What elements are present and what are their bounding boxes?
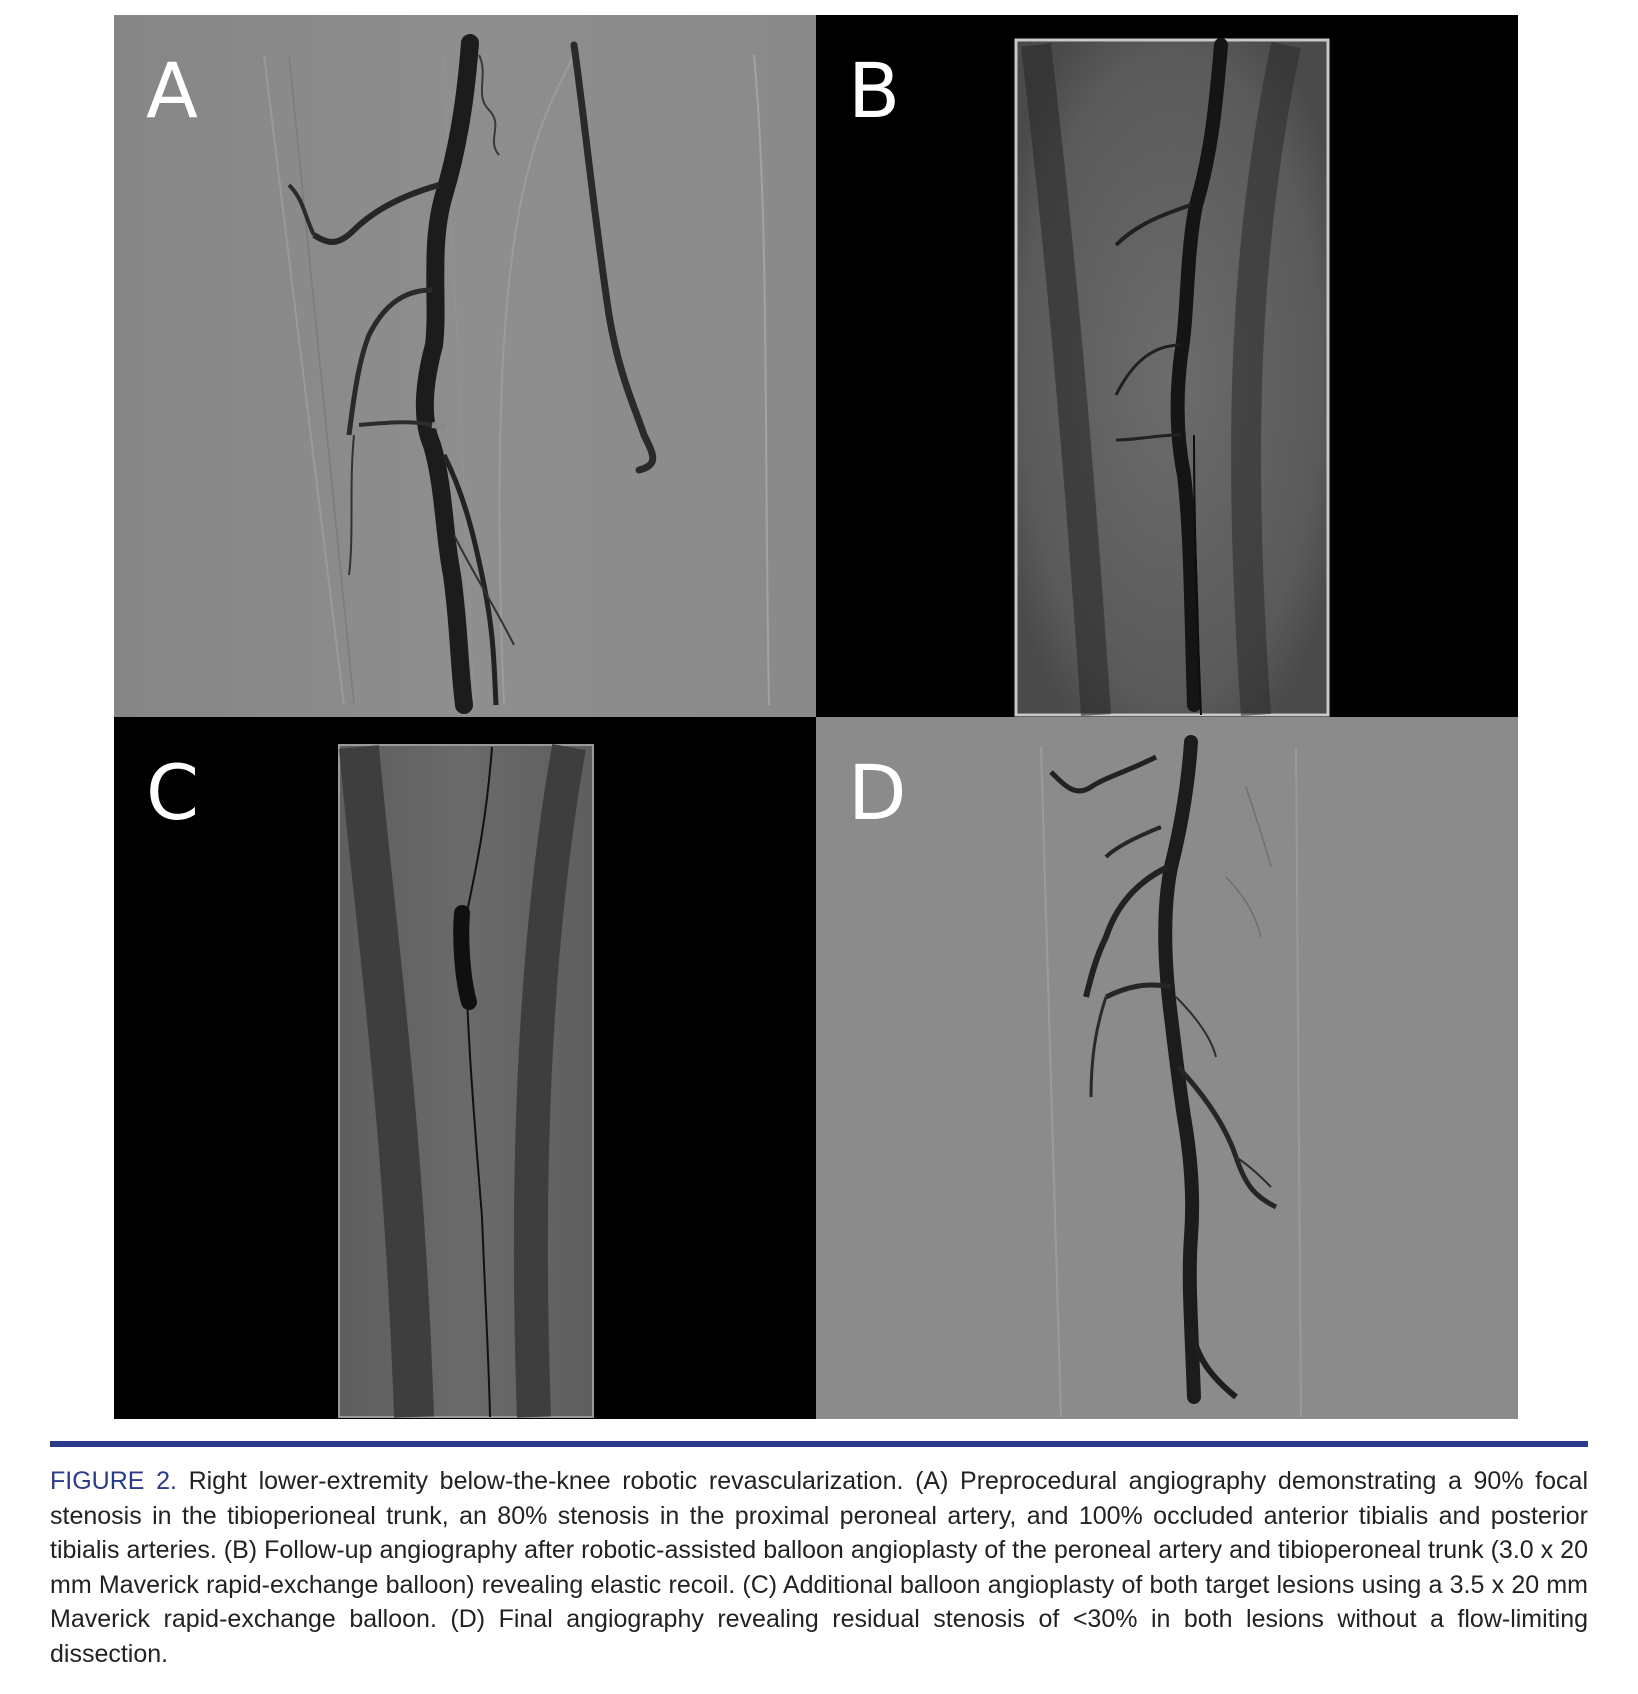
panel-d [816,717,1518,1419]
panel-a [114,15,816,717]
panel-c-angiogram [114,717,816,1419]
caption-divider [50,1441,1588,1447]
panel-a-label: A [146,46,198,135]
figure-caption-text: Right lower-extremity below-the-knee robotic revascularization. (A) Preprocedural angiography demonstrating a 90% focal stenosis in the tibioperioneal trunk, an 80% stenosis in the proximal peroneal artery, and 100% occluded anterior tibialis and posterior tibialis arteries. (B) Follow-up angiography after robotic-assisted balloon angioplasty of the peroneal artery and tibioperoneal trunk (3.0 x 20 mm Maverick rapid-exchange balloon) revealing elastic recoil. (C) Additional balloon angioplasty of both target lesions using a 3.5 x 20 mm Maverick rapid-exchange balloon. (D) Final angiography revealing residual stenosis of <30% in both lesions without a flow-limiting dissection. [50,1467,1588,1668]
panel-b [816,15,1518,717]
panel-a-angiogram [114,15,816,717]
panel-d-label: D [848,748,907,837]
figure-caption-lead: FIGURE 2. [50,1467,177,1495]
panel-b-label: B [848,46,901,135]
figure-image-grid [114,15,1518,1419]
panel-c-label: C [146,748,200,837]
figure-caption [50,1464,1588,1671]
panel-b-angiogram [816,15,1518,717]
panel-c [114,717,816,1419]
panel-d-angiogram [816,717,1518,1419]
